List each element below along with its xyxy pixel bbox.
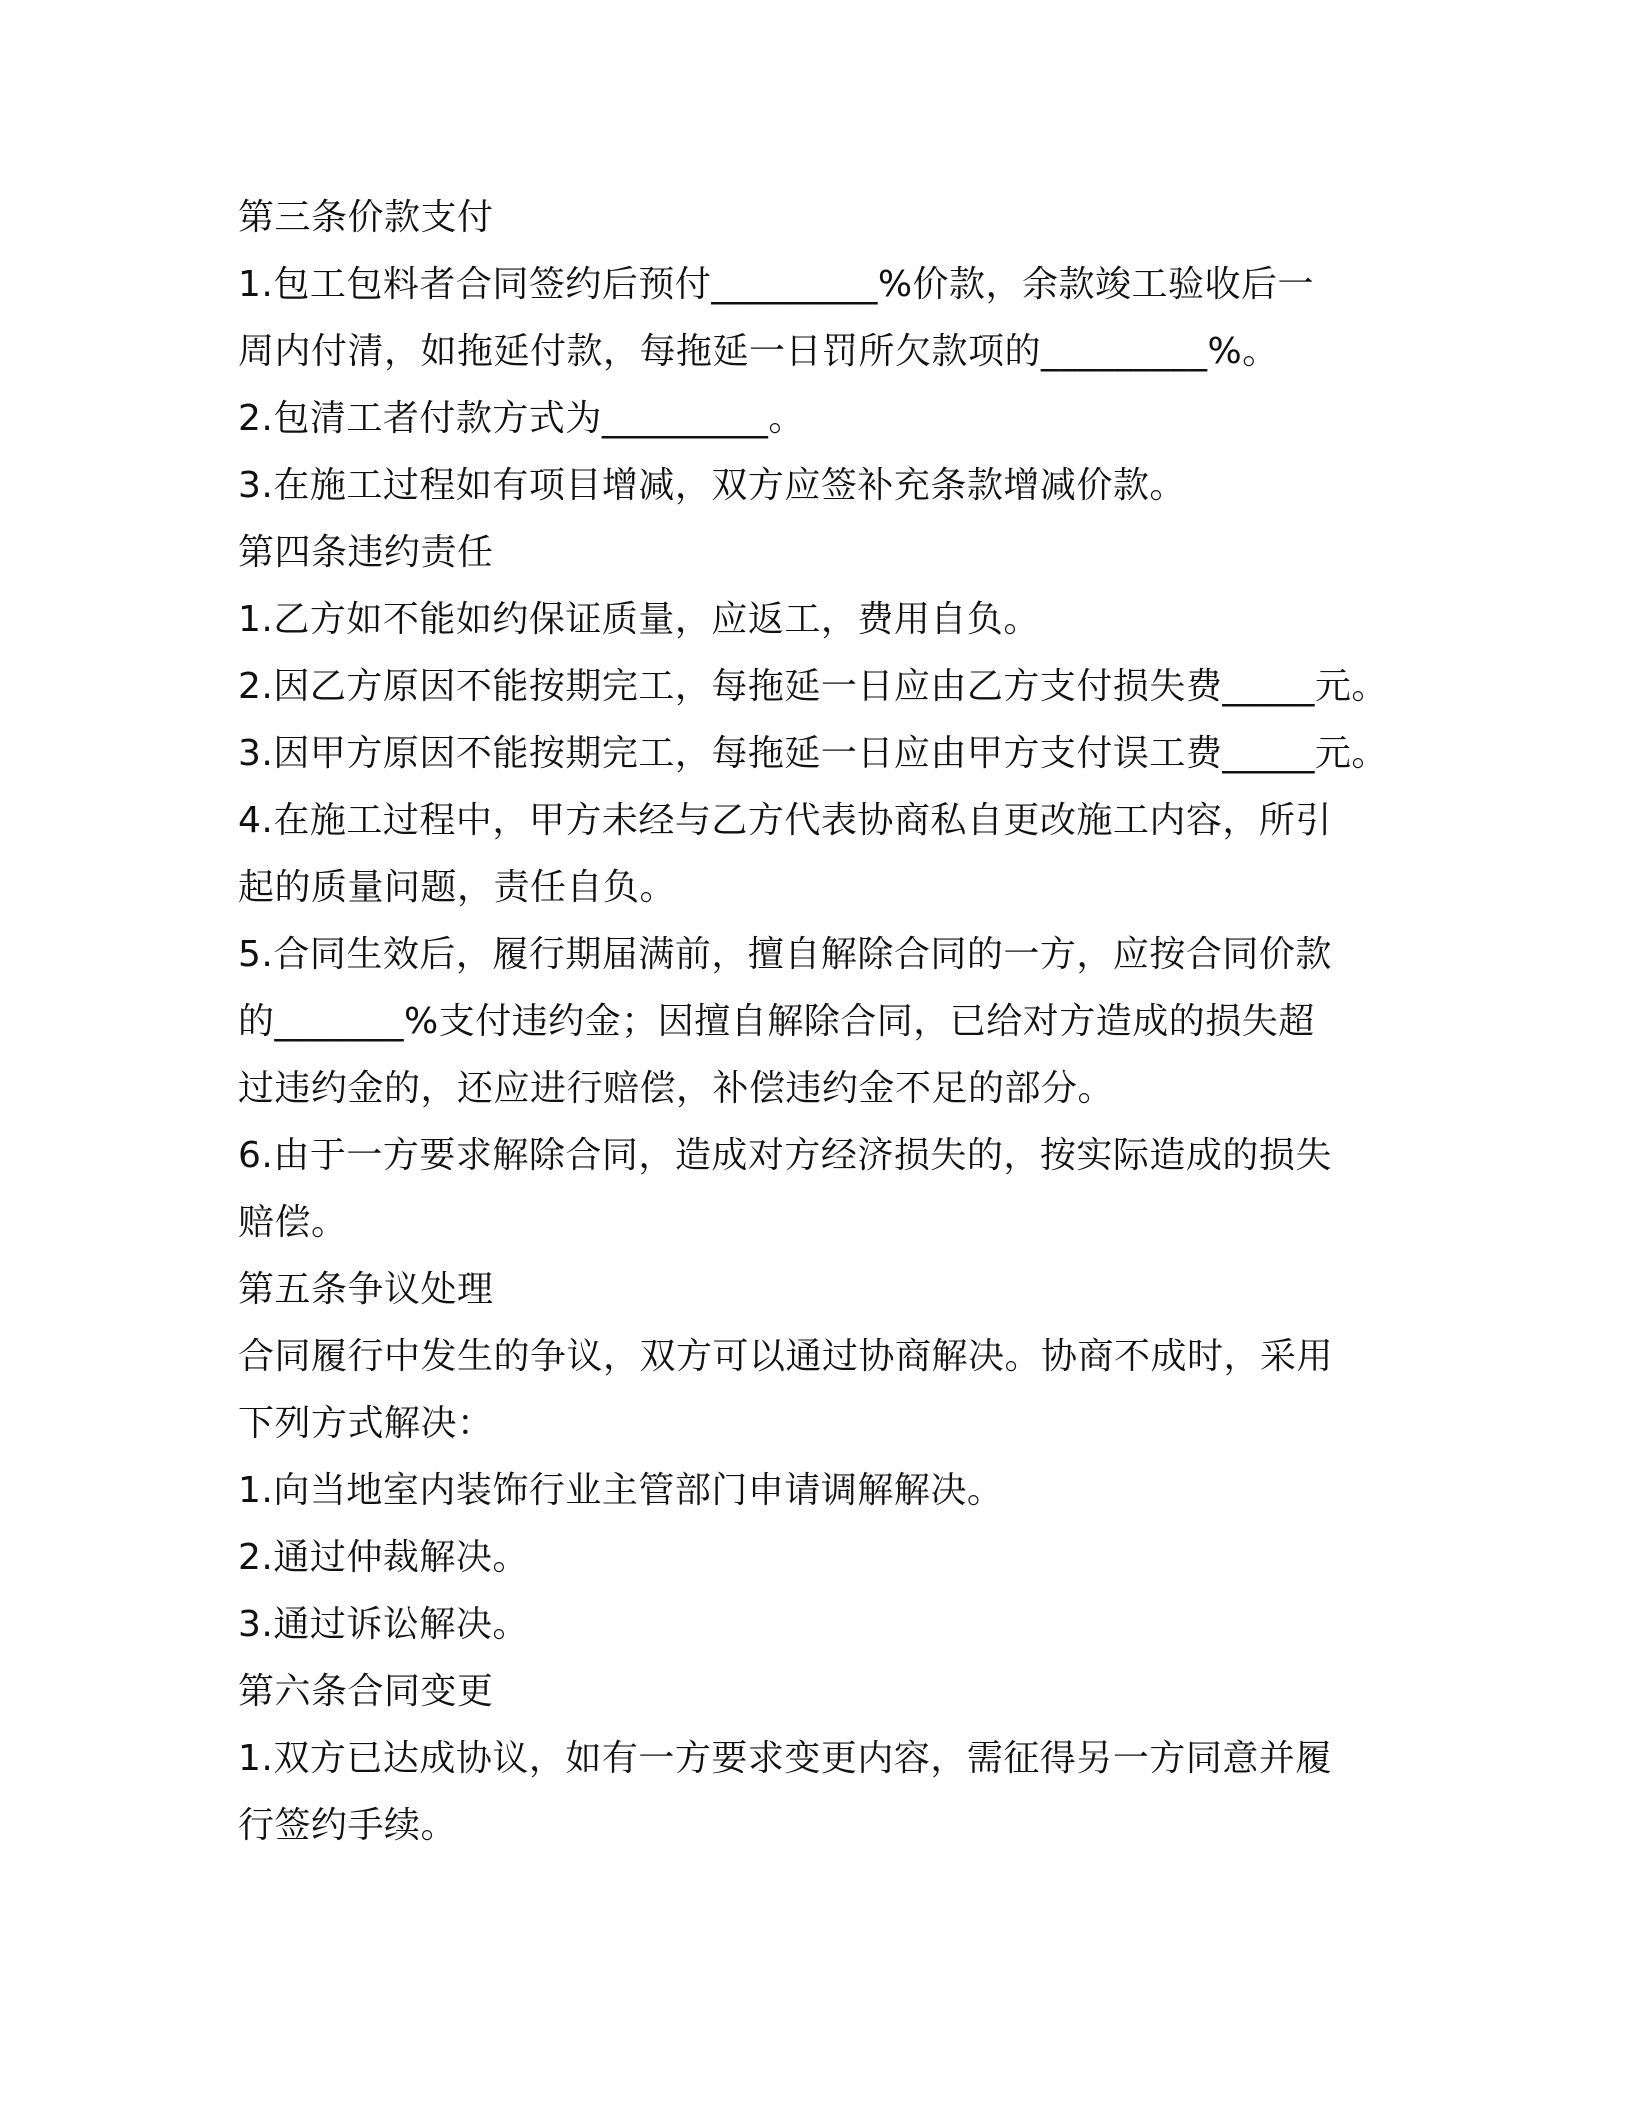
paragraph-line: 6.由于一方要求解除合同，造成对方经济损失的，按实际造成的损失 [238, 1135, 1332, 1176]
paragraph-line: 3.通过诉讼解决。 [238, 1604, 529, 1645]
paragraph-line: 过违约金的，还应进行赔偿，补偿违约金不足的部分。 [238, 1068, 1115, 1109]
section-heading-liability: 第四条违约责任 [238, 532, 494, 573]
paragraph-line: 3.因甲方原因不能按期完工，每拖延一日应由甲方支付误工费_____元。 [238, 733, 1388, 774]
paragraph-line: 2.通过仲裁解决。 [238, 1537, 529, 1578]
paragraph-line: 合同履行中发生的争议，双方可以通过协商解决。协商不成时，采用 [238, 1336, 1334, 1377]
paragraph-line: 的_______%支付违约金；因擅自解除合同，已给对方造成的损失超 [238, 1001, 1315, 1042]
section-heading-payment: 第三条价款支付 [238, 197, 494, 238]
paragraph-line: 5.合同生效后，履行期届满前，擅自解除合同的一方，应按合同价款 [238, 934, 1332, 975]
paragraph-line: 2.包清工者付款方式为_________。 [238, 398, 805, 439]
paragraph-line: 1.双方已达成协议，如有一方要求变更内容，需征得另一方同意并履 [238, 1738, 1332, 1779]
section-heading-dispute: 第五条争议处理 [238, 1269, 494, 1310]
paragraph-line: 2.因乙方原因不能按期完工，每拖延一日应由乙方支付损失费_____元。 [238, 666, 1388, 707]
paragraph-line: 1.乙方如不能如约保证质量，应返工，费用自负。 [238, 599, 1040, 640]
document-body [238, 184, 1418, 1859]
paragraph-line: 赔偿。 [238, 1202, 348, 1243]
paragraph-line: 4.在施工过程中，甲方未经与乙方代表协商私自更改施工内容，所引 [238, 800, 1332, 841]
paragraph-line: 3.在施工过程如有项目增减，双方应签补充条款增减价款。 [238, 465, 1186, 506]
paragraph-line: 1.向当地室内装饰行业主管部门申请调解解决。 [238, 1470, 1004, 1511]
paragraph-line: 下列方式解决： [238, 1403, 494, 1444]
paragraph-line: 周内付清，如拖延付款，每拖延一日罚所欠款项的_________%。 [238, 331, 1279, 372]
paragraph-line: 起的质量问题，责任自负。 [238, 867, 677, 908]
section-heading-change: 第六条合同变更 [238, 1671, 494, 1712]
paragraph-line: 行签约手续。 [238, 1805, 458, 1846]
paragraph-line: 1.包工包料者合同签约后预付_________%价款，余款竣工验收后一 [238, 264, 1315, 305]
